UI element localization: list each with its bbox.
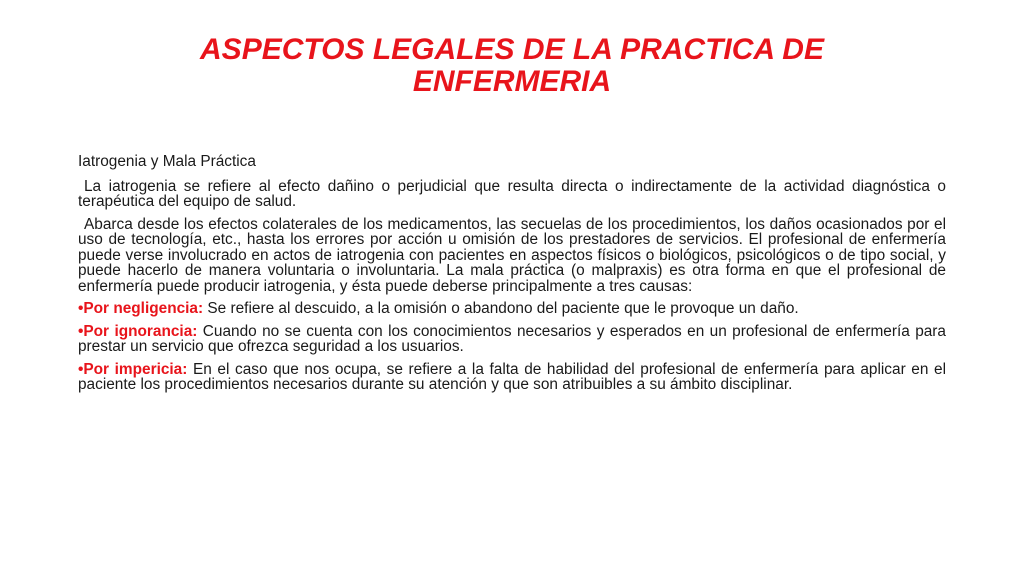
bullet-text: Cuando no se cuenta con los conocimientos necesarios y esperados en un profesional de enfermería para prestar un servicio que ofrezca seguridad a los usuarios. (78, 322, 946, 355)
paragraph-iatrogenia-scope: Abarca desde los efectos colaterales de los medicamentos, las secuelas de los procedimientos, los daños ocasionados por el uso de tecnología, etc., hasta los errores por acción u omisión de los prestadores de servicios. El profesional de enfermería puede verse involucrado en actos de iatrogenia con pacientes en aspectos físicos o biológicos, psicológicos o de tipo social, y puede hacerlo de manera voluntaria o involuntaria. La mala práctica (o malpraxis) es otra forma en que el profesional de enfermería puede producir iatrogenia, y ésta puede deberse principalmente a tres causas: (78, 215, 946, 295)
bullet-text: En el caso que nos ocupa, se refiere a la falta de habilidad del profesional de enfermería para aplicar en el paciente los procedimientos necesarios durante su atención y que son atribuibles a su ámbito disciplinar. (78, 360, 947, 393)
bullet-marker: • (78, 300, 84, 317)
bullet-item-impericia (78, 362, 946, 393)
section-subtitle: Iatrogenia y Mala Práctica (78, 153, 256, 170)
bullet-keyword: Por negligencia: (83, 300, 204, 317)
slide-title (120, 34, 904, 98)
bullet-item-ignorancia (78, 324, 946, 355)
bullet-keyword: Por ignorancia: (83, 322, 198, 340)
bullet-marker: • (78, 360, 84, 378)
paragraph-iatrogenia-definition: La iatrogenia se refiere al efecto dañino o perjudicial que resulta directa o indirectamente de la actividad diagnóstica o terapéutica del equipo de salud. (78, 177, 946, 210)
bullet-item-negligencia (78, 301, 946, 317)
slide-title-line-2: ENFERMERIA (412, 65, 612, 98)
slide-body (78, 154, 946, 400)
bullet-marker: • (78, 322, 84, 340)
bullet-text: Se refiere al descuido, a la omisión o abandono del paciente que le provoque un daño. (203, 300, 799, 317)
bullet-keyword: Por impericia: (83, 360, 188, 378)
slide-title-line-1: ASPECTOS LEGALES DE LA PRACTICA DE (200, 33, 824, 66)
